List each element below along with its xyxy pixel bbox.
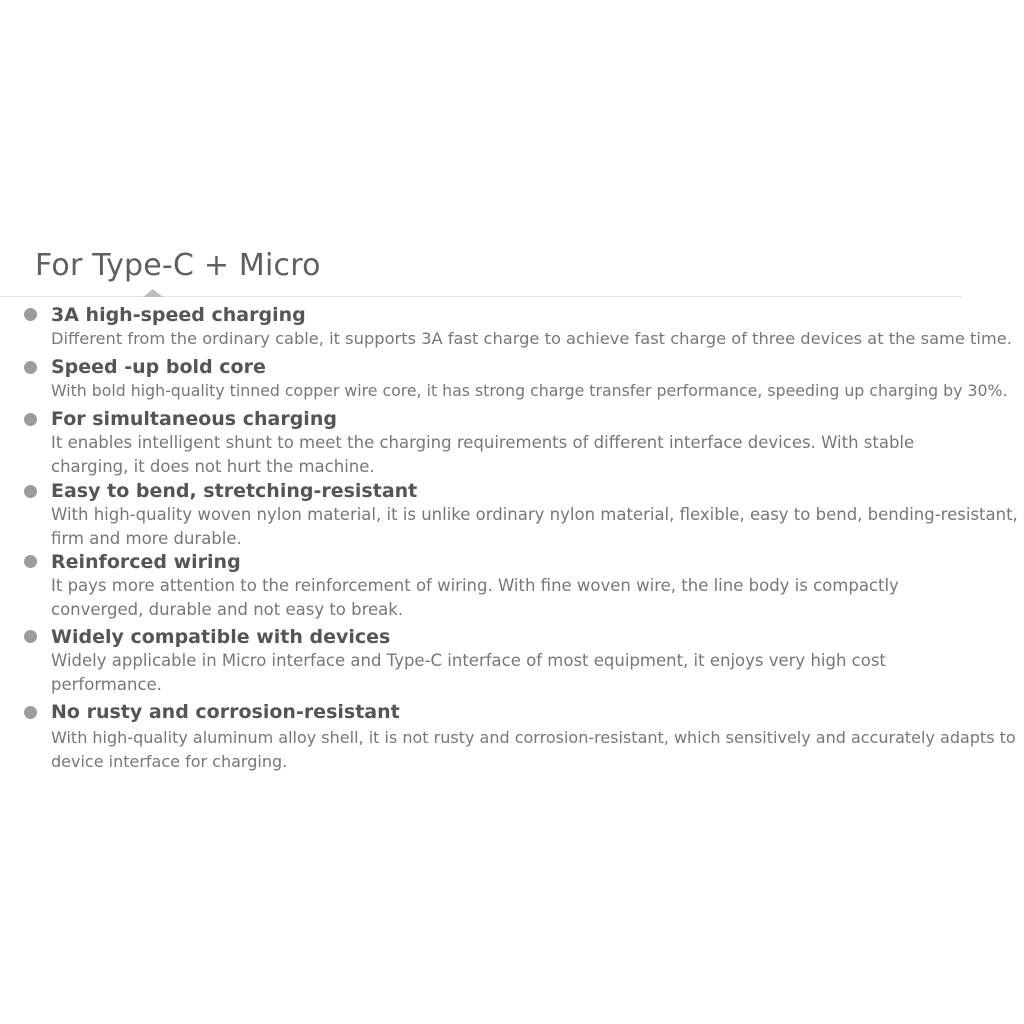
feature-heading: Reinforced wiring <box>51 551 241 573</box>
feature-description <box>51 726 1016 774</box>
feature-description <box>51 649 886 697</box>
feature-description <box>51 431 914 479</box>
feature-description-line: It pays more attention to the reinforcement of wiring. With fine woven wire, the line body is compactly <box>51 576 899 595</box>
bullet-dot <box>24 413 37 426</box>
feature-description-line: charging, it does not hurt the machine. <box>51 457 375 476</box>
bullet-dot <box>24 485 37 498</box>
feature-description-line: device interface for charging. <box>51 752 288 771</box>
bullet-dot <box>24 630 37 643</box>
bullet-dot <box>24 555 37 568</box>
feature-description <box>51 503 1018 551</box>
feature-heading: Widely compatible with devices <box>51 626 391 648</box>
feature-heading: No rusty and corrosion-resistant <box>51 701 400 723</box>
feature-heading: Easy to bend, stretching-resistant <box>51 480 418 502</box>
feature-description-line: Different from the ordinary cable, it supports 3A fast charge to achieve fast charge of three devices at the same time. <box>51 329 1012 348</box>
bullet-dot <box>24 308 37 321</box>
feature-description-line: converged, durable and not easy to break. <box>51 600 404 619</box>
feature-description-line: performance. <box>51 675 162 694</box>
feature-description-line: With high-quality aluminum alloy shell, it is not rusty and corrosion-resistant, which sensitively and accurately adapts to <box>51 728 1016 747</box>
feature-description-line: With bold high-quality tinned copper wire core, it has strong charge transfer performance, speeding up charging by 30%. <box>51 381 1008 400</box>
title-pointer-triangle <box>143 289 163 297</box>
feature-heading: 3A high-speed charging <box>51 304 306 326</box>
feature-heading: Speed -up bold core <box>51 356 266 378</box>
feature-description-line: Widely applicable in Micro interface and Type-C interface of most equipment, it enjoys very high cost <box>51 651 886 670</box>
feature-description-line: With high-quality woven nylon material, it is unlike ordinary nylon material, flexible, easy to bend, bending-resistant, <box>51 505 1018 524</box>
feature-heading: For simultaneous charging <box>51 408 337 430</box>
bullet-dot <box>24 706 37 719</box>
feature-description <box>51 327 1012 351</box>
feature-description <box>51 574 899 622</box>
section-title: For Type-C + Micro <box>35 248 321 283</box>
bullet-dot <box>24 361 37 374</box>
feature-description-line: It enables intelligent shunt to meet the charging requirements of different interface devices. With stable <box>51 433 915 452</box>
feature-description <box>51 379 1008 403</box>
feature-description-line: firm and more durable. <box>51 529 242 548</box>
